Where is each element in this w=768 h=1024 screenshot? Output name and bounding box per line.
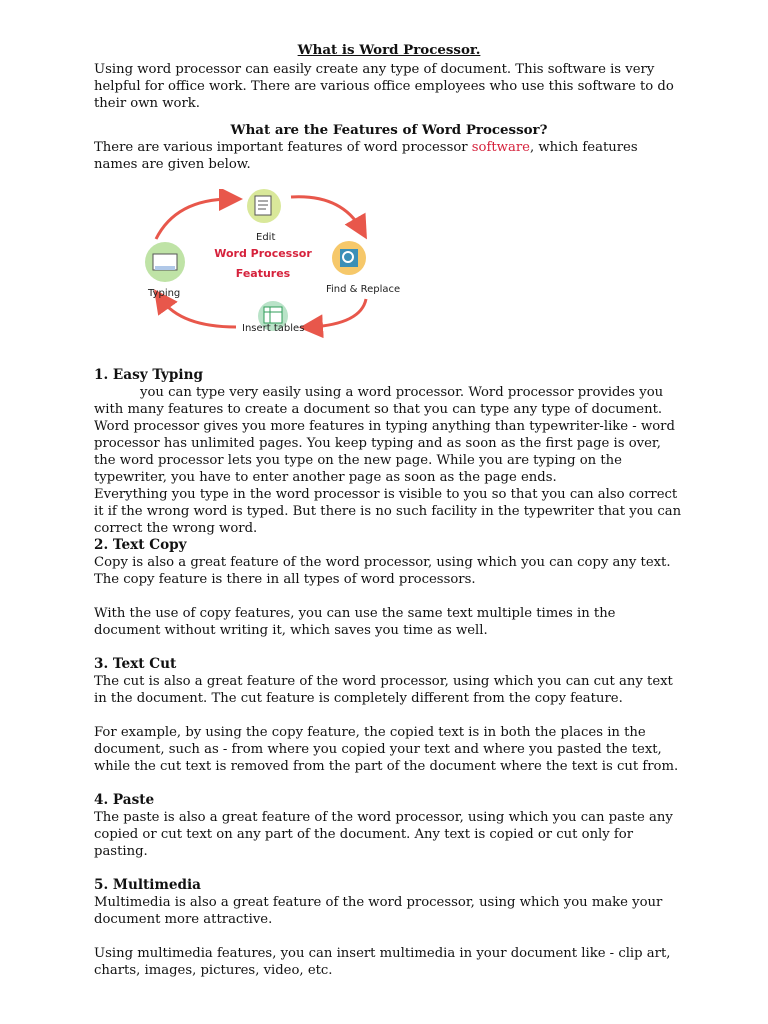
diagram-center-line1: Word Processor [214, 247, 312, 260]
section-heading-text-cut: 3. Text Cut [94, 656, 177, 672]
arrow-find-to-insert [311, 299, 366, 327]
software-link[interactable]: software [471, 140, 530, 155]
label-find-replace: Find & Replace [326, 284, 401, 295]
features-intro [94, 139, 684, 173]
easy-typing-paragraph-1: you can type very easily using a word processor. Word processor provides you with many features to create a document so that you can type any type of document. Word processor gives you more features in typing anything than typewriter-like - word processor has unlimited pages. You keep typing and as soon as the first page is over, the word processor lets you type on the new page. While you are typing on the typewriter, you have to enter another page as soon as the page ends. [94, 385, 675, 485]
document-title: What is Word Processor. [297, 42, 481, 58]
intro-paragraph: Using word processor can easily create any type of document. This software is very helpful for office work. There are various office employees who use this software to do their own work. [94, 62, 674, 111]
paste-paragraph-1: The paste is also a great feature of the word processor, using which you can paste any copied or cut text on any part of the document. Any text is copied or cut only for pasting. [94, 810, 673, 859]
text-copy-paragraph-2: With the use of copy features, you can use the same text multiple times in the document without writing it, which saves you time as well. [94, 606, 616, 638]
label-insert-tables: Insert tables [242, 323, 305, 334]
text-cut-paragraph-2: For example, by using the copy feature, the copied text is in both the places in the document, such as - from where you copied your text and where you pasted the text, while the cut text is removed from the part of the document where the text is cut from. [94, 725, 679, 774]
section-heading-multimedia: 5. Multimedia [94, 877, 201, 893]
text-copy-paragraph-1: Copy is also a great feature of the word processor, using which you can copy any text. The copy feature is there in all types of word processors. [94, 555, 671, 587]
features-intro-text: There are various important features of word processor [94, 140, 472, 155]
features-diagram [136, 189, 436, 339]
label-typing: Typing [148, 288, 181, 299]
features-heading: What are the Features of Word Processor? [230, 122, 548, 138]
multimedia-paragraph-1: Multimedia is also a great feature of the word processor, using which you make your document more attractive. [94, 895, 663, 927]
diagram-center-line2: Features [235, 267, 291, 280]
label-edit: Edit [256, 232, 276, 243]
section-heading-easy-typing: 1. Easy Typing [94, 367, 203, 383]
section-heading-text-copy: 2. Text Copy [94, 537, 187, 553]
section-heading-paste: 4. Paste [94, 792, 155, 808]
multimedia-paragraph-2: Using multimedia features, you can insert multimedia in your document like - clip art, charts, images, pictures, video, etc. [94, 946, 671, 978]
arrow-typing-to-edit [156, 199, 231, 239]
arrow-edit-to-find [291, 197, 361, 229]
features-intro-text-end: , which features names are given below. [94, 140, 638, 172]
easy-typing-paragraph-2: Everything you type in the word processor is visible to you so that you can also correct it if the wrong word is typed. But there is no such facility in the typewriter that you can correct the wrong word. [94, 487, 682, 536]
document-page [94, 42, 684, 979]
text-cut-paragraph-1: The cut is also a great feature of the word processor, using which you can cut any text in the document. The cut feature is completely different from the copy feature. [94, 674, 673, 706]
diagram-graphic [136, 189, 436, 339]
arrow-insert-to-typing [161, 299, 236, 327]
